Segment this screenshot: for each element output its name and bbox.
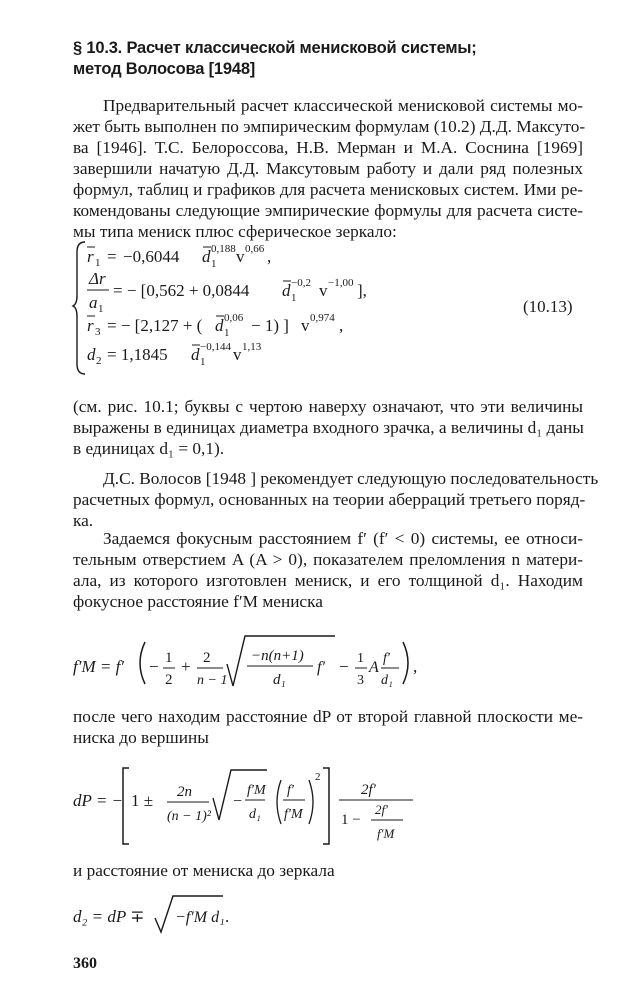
svg-text:d₁: d₁ [249,807,261,822]
paren-close [403,642,408,684]
dp-paragraph [73,706,583,748]
svg-text:1: 1 [224,327,230,339]
text-line: ала, из которого изготовлен мениск, и его толщиной d₁. Находим [73,571,583,590]
empirical-formula-system [73,238,513,378]
svg-text:f′M: f′M [247,783,266,798]
svg-text:A: A [369,659,379,676]
svg-text:3: 3 [357,673,364,688]
delta-r: Δr [89,269,106,288]
text-line: мы типа мениск плюс сферическое зеркало: [73,222,397,241]
text-line: Задаемся фокусным расстоянием f′ (f′ < 0) системы, ее относи- [103,529,583,548]
text-line: ка. [73,511,94,530]
svg-text:f′: f′ [287,783,294,798]
svg-text:n − 1: n − 1 [197,673,228,688]
intro-paragraph [73,95,586,242]
d2-exp-d: −0,144 [200,341,231,353]
formula-d2 [73,892,293,942]
bracket-open [123,768,129,844]
svg-text:.: . [225,907,230,926]
svg-text:=: = [107,247,117,266]
svg-text:dP = −: dP = − [73,791,124,810]
dr-exp-d: −0,2 [291,277,311,289]
text-line: и расстояние от мениска до зеркала [73,861,335,880]
svg-text:d: d [87,345,96,364]
r3-rhs-b: − 1) ] [251,316,289,335]
page-number: 360 [73,955,97,972]
svg-text:2n: 2n [177,784,192,800]
sub-1: 1 [95,257,101,269]
setup-paragraph [73,528,583,612]
svg-text:1: 1 [357,651,364,666]
text-line: ниска до вершины [73,728,209,747]
svg-text:1: 1 [98,303,104,315]
r3-rhs-a: = − [2,127 + ( [107,316,203,335]
fm-lhs: f′M = f′ [73,657,125,676]
svg-text:v: v [233,345,242,364]
text-line: в единицах d₁ = 0,1). [73,439,225,458]
svg-text:d: d [191,345,200,364]
formula-dp [73,758,433,858]
svg-text:v: v [301,316,310,335]
text-line: ва [1946]. Т.С. Белороссова, Н.В. Мерман и М.А. Соснина [1969] [73,138,583,157]
svg-text:2: 2 [203,650,211,666]
text-line: расчетных формул, основанных на теории аберраций третьего поряд- [73,490,586,509]
text-line: жет быть выполнен по эмпирическим формулам (10.2) Д.Д. Максуто- [73,117,586,136]
svg-text:1: 1 [165,650,173,666]
text-line: завершили начатую Д.Д. Максутовым работу и дали ряд полезных [73,159,583,178]
svg-text:,: , [267,247,272,266]
svg-text:2: 2 [96,355,102,367]
paren-open [140,642,145,684]
r1-exp-d: 0,188 [211,243,236,255]
text-line: фокусное расстояние f′M мениска [73,592,323,611]
svg-text:v: v [319,281,328,300]
svg-text:r: r [87,316,94,335]
svg-text:−f′M d₁: −f′M d₁ [175,909,225,926]
bracket-close [323,768,329,844]
svg-text:+: + [181,657,191,676]
d2-exp-v: 1,13 [242,341,262,353]
svg-text:1: 1 [211,258,217,270]
formula-focal-length-meniscus [73,628,433,698]
equation-number: (10.13) [523,297,573,316]
svg-text:(n − 1)²: (n − 1)² [167,809,211,824]
r3-exp-d: 0,06 [224,312,244,324]
r1-coefficient: −0,6044 [123,247,180,266]
a1: a [89,293,98,312]
svg-text:2f′: 2f′ [375,802,388,817]
text-line: тельным отверстием A (A > 0), показателем преломления n матери- [73,550,583,569]
svg-text:f′M: f′M [377,826,395,841]
svg-text:−: − [149,657,159,676]
note-paragraph [73,396,583,459]
text-line: Предварительный расчет классической менисковой системы мо- [103,96,583,115]
svg-text:d: d [215,316,224,335]
svg-text:1 −: 1 − [341,812,361,828]
svg-text:−: − [339,657,349,676]
svg-text:d₁: d₁ [273,672,286,688]
svg-text:2: 2 [315,771,321,783]
r1-exp-v: 0,66 [245,243,265,255]
svg-text:d₁: d₁ [381,673,393,688]
svg-text:3: 3 [95,326,101,338]
svg-text:,: , [339,316,344,335]
svg-text:,: , [413,657,418,676]
svg-text:d₂ = dP ∓: d₂ = dP ∓ [73,907,145,926]
svg-text:1: 1 [200,356,206,368]
svg-text:1: 1 [291,292,297,304]
svg-text:f′: f′ [317,659,325,676]
dr-rhs: = − [0,562 + 0,0844 [113,281,250,300]
svg-text:d: d [202,247,211,266]
text-line: после чего находим расстояние dP от второй главной плоскости ме- [73,707,583,726]
svg-text:2: 2 [165,672,173,688]
d2-coefficient: = 1,1845 [107,345,168,364]
text-line: (см. рис. 10.1; буквы с чертою наверху означают, что эти величины [73,397,583,416]
symbol-r1: r [87,247,94,266]
svg-text:d: d [282,281,291,300]
text-line: выражены в единицах диаметра входного зрачка, а величины d₁ даны [73,418,584,437]
section-heading-line-2: метод Волосова [1948] [73,60,256,78]
svg-text:1 ±: 1 ± [131,791,154,810]
svg-text:−: − [233,793,243,810]
svg-text:],: ], [357,281,367,300]
text-line: формул, таблиц и графиков для расчета менисковых систем. Ими ре- [73,180,583,199]
svg-text:f′: f′ [383,651,390,666]
section-heading-line-1: § 10.3. Расчет классической менисковой системы; [73,39,477,57]
text-line: Д.С. Волосов [1948 ] рекомендует следующую последовательность [103,469,599,488]
d2-paragraph [73,860,583,881]
text-line: комендованы следующие эмпирические формулы для расчета систе- [73,201,583,220]
volosov-paragraph [73,468,599,531]
dr-exp-v: −1,00 [328,277,354,289]
svg-text:−n(n+1): −n(n+1) [251,648,304,664]
section-heading [73,38,593,80]
svg-text:2f′: 2f′ [361,782,376,798]
svg-text:v: v [236,247,245,266]
left-brace [73,242,85,374]
svg-text:f′M: f′M [284,807,303,822]
r3-exp-v: 0,974 [310,312,335,324]
